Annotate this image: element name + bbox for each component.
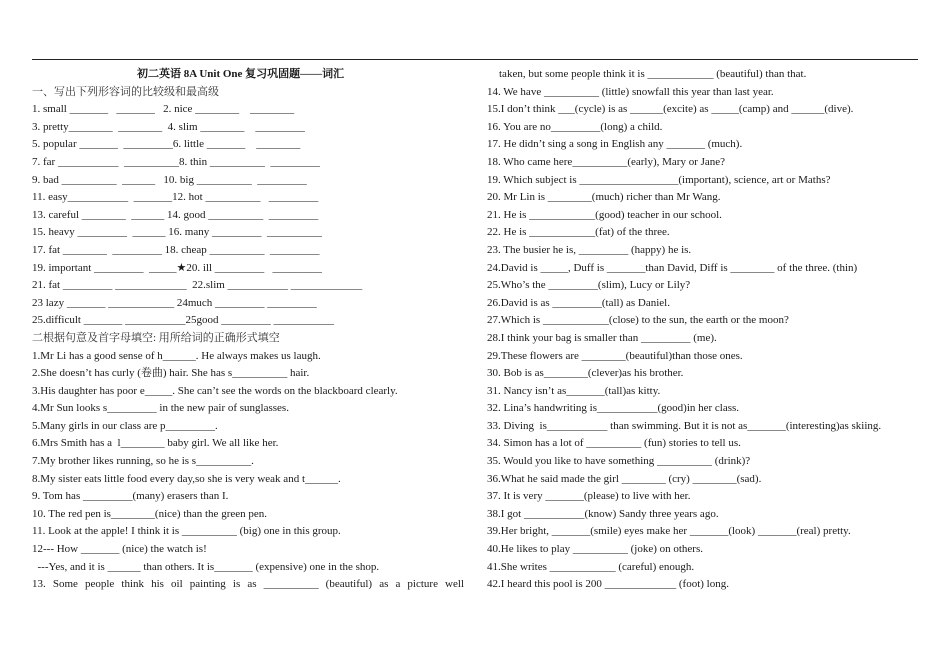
page-title: 初二英语 8A Unit One 复习巩固题——词汇 — [137, 68, 345, 80]
exercise-line: 21. He is ____________(good) teacher in our school. — [487, 208, 722, 221]
exercise-line: 15. heavy _________ ______ 16. many _________ __________ — [32, 226, 322, 239]
exercise-line: 1. small _______ _______ 2. nice ________ ________ — [32, 103, 295, 116]
exercise-line: 19. Which subject is __________________(important), science, art or Maths? — [487, 173, 831, 186]
exercise-line: 5.Many girls in our class are p_________. — [32, 419, 218, 432]
exercise-line: 5. popular _______ _________6. little _______ ________ — [32, 138, 301, 151]
exercise-line: 11. Look at the apple! I think it is __________ (big) one in this group. — [32, 525, 341, 538]
exercise-line: 22. He is ____________(fat) of the three. — [487, 226, 670, 239]
exercise-line: 17. He didn’t sing a song in English any _______ (much). — [487, 138, 743, 151]
exercise-line: 21. fat _________ _____________ 22.slim ___________ _____________ — [32, 279, 363, 292]
exercise-line: 8.My sister eats little food every day,so she is very weak and t______. — [32, 472, 341, 485]
exercise-line: 34. Simon has a lot of __________ (fun) stories to tell us. — [487, 437, 741, 450]
exercise-line: 37. It is very _______(please) to live with her. — [487, 490, 691, 503]
exercise-line: 7. far ___________ __________8. thin __________ _________ — [32, 155, 320, 168]
exercise-line: 24.David is _____, Duff is _______than David, Diff is ________ of the three. (thin) — [487, 261, 858, 274]
exercise-line: taken, but some people think it is ____________ (beautiful) than that. — [499, 68, 807, 80]
exercise-line: 23. The busier he is, _________ (happy) he is. — [487, 243, 692, 256]
exercise-line: ---Yes, and it is ______ than others. It is_______ (expensive) one in the shop. — [32, 560, 380, 573]
exercise-line: 7.My brother likes running, so he is s__________. — [32, 455, 254, 468]
exercise-line: 32. Lina’s handwriting is___________(good)in her class. — [487, 402, 740, 415]
exercise-line: 25.difficult _______ ___________25good _________ ___________ — [32, 314, 334, 327]
exercise-line: 30. Bob is as________(clever)as his brother. — [487, 367, 684, 380]
exercise-line: 4.Mr Sun looks s_________ in the new pair of sunglasses. — [32, 402, 289, 415]
exercise-line: 20. Mr Lin is ________(much) richer than Mr Wang. — [487, 191, 721, 204]
exercise-line: 28.I think your bag is smaller than _________ (me). — [487, 331, 717, 344]
exercise-line: 17. fat ________ _________ 18. cheap __________ _________ — [32, 243, 320, 256]
exercise-line: 9. Tom has _________(many) erasers than I. — [32, 490, 229, 503]
exercise-line: 3.His daughter has poor e_____. She can’t see the words on the blackboard clearly. — [32, 384, 398, 397]
exercise-line: 16. You are no_________(long) a child. — [487, 120, 663, 133]
exercise-line: 31. Nancy isn’t as_______(tall)as kitty. — [487, 384, 661, 397]
exercise-line: 11. easy___________ _______12. hot __________ _________ — [32, 191, 319, 204]
exercise-line: 13. Some people think his oil painting is as __________ (beautiful) as a picture well — [32, 578, 464, 591]
right-column — [487, 66, 920, 594]
section-2-heading: 二根据句意及首字母填空: 用所给词的正确形式填空 — [32, 331, 280, 344]
exercise-line: 1.Mr Li has a good sense of h______. He always makes us laugh. — [32, 349, 321, 362]
exercise-line: 36.What he said made the girl ________ (cry) ________(sad). — [487, 472, 762, 485]
exercise-line: 29.These flowers are ________(beautiful)than those ones. — [487, 349, 743, 362]
exercise-line: 6.Mrs Smith has a l________ baby girl. We all like her. — [32, 437, 279, 450]
exercise-line: 3. pretty________ ________ 4. slim ________ _________ — [32, 120, 305, 133]
exercise-line: 14. We have __________ (little) snowfall this year than last year. — [487, 85, 774, 98]
exercise-line: 33. Diving is___________ than swimming. But it is not as_______(interesting)as skiing. — [487, 419, 882, 432]
left-column — [32, 66, 464, 594]
section-1-heading: 一、写出下列形容词的比较级和最高级 — [32, 85, 219, 98]
exercise-line: 10. The red pen is________(nice) than the green pen. — [32, 507, 268, 520]
exercise-line: 2.She doesn’t has curly (卷曲) hair. She has s__________ hair. — [32, 367, 310, 380]
exercise-line: 9. bad __________ ______ 10. big __________ _________ — [32, 173, 307, 186]
exercise-line: 39.Her bright, _______(smile) eyes make her _______(look) _______(real) pretty. — [487, 525, 851, 538]
exercise-line: 40.He likes to play __________ (joke) on others. — [487, 543, 703, 556]
exercise-line: 25.Who’s the _________(slim), Lucy or Lily? — [487, 279, 691, 292]
exercise-line: 42.I heard this pool is 200 _____________ (foot) long. — [487, 578, 729, 591]
exercise-line: 12--- How _______ (nice) the watch is! — [32, 543, 207, 556]
exercise-line: 13. careful ________ ______ 14. good __________ _________ — [32, 208, 319, 221]
exercise-line: 19. important _________ _____★20. ill _________ _________ — [32, 261, 323, 274]
exercise-line: 35. Would you like to have something __________ (drink)? — [487, 455, 751, 468]
exercise-line: 18. Who came here__________(early), Mary or Jane? — [487, 155, 726, 168]
exercise-line: 27.Which is ____________(close) to the sun, the earth or the moon? — [487, 314, 789, 327]
exercise-line: 38.I got ___________(know) Sandy three years ago. — [487, 507, 719, 520]
exercise-line: 41.She writes ____________ (careful) enough. — [487, 560, 695, 573]
exercise-line: 23 lazy _______ ____________ 24much _________ _________ — [32, 296, 317, 309]
exercise-line: 15.I don’t think ___(cycle) is as ______(excite) as _____(camp) and ______(dive). — [487, 103, 854, 116]
top-rule — [32, 59, 918, 60]
exercise-line: 26.David is as _________(tall) as Daniel. — [487, 296, 670, 309]
